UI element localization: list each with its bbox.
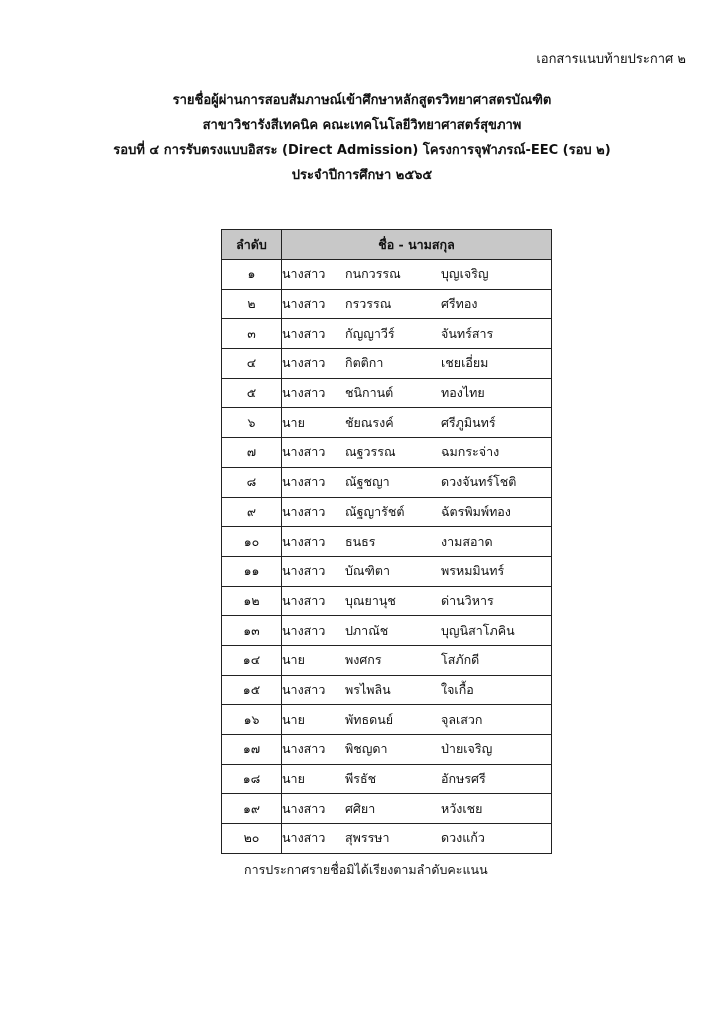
row-number: ๑๒ — [222, 586, 282, 616]
row-number: ๑๔ — [222, 645, 282, 675]
last-name: เชยเอี่ยม — [441, 355, 489, 371]
row-full-name — [282, 527, 552, 557]
table-row — [222, 438, 552, 468]
heading-line-3: รอบที่ ๔ การรับตรงแบบอิสระ (Direct Admission) โครงการจุฬาภรณ์-EEC (รอบ ๒) — [113, 143, 611, 158]
row-full-name — [282, 319, 552, 349]
name-title: นางสาว — [282, 622, 326, 638]
first-name: กนกวรรณ — [345, 266, 401, 282]
row-number: ๑๘ — [222, 764, 282, 794]
row-number: ๑๗ — [222, 735, 282, 765]
first-name: พิชญดา — [345, 741, 388, 757]
table-row — [222, 260, 552, 290]
row-full-name — [282, 586, 552, 616]
table-row — [222, 349, 552, 379]
table-row — [222, 675, 552, 705]
heading-line-4: ประจำปีการศึกษา ๒๕๖๕ — [291, 168, 433, 183]
row-full-name — [282, 735, 552, 765]
last-name: ดวงจันทร์โชติ — [441, 474, 517, 490]
row-number: ๗ — [222, 438, 282, 468]
name-title: นางสาว — [282, 325, 326, 341]
last-name: หวังเชย — [441, 800, 483, 816]
first-name: ศศิยา — [345, 800, 376, 816]
last-name: พรหมมินทร์ — [441, 563, 505, 579]
first-name: ชัยณรงค์ — [345, 414, 394, 430]
name-title: นาย — [282, 652, 305, 668]
first-name: ปภาณัช — [345, 622, 389, 638]
table-row — [222, 735, 552, 765]
row-number: ๑๐ — [222, 527, 282, 557]
name-title: นางสาว — [282, 592, 326, 608]
first-name: พรไพลิน — [345, 681, 391, 697]
last-name: โสภักดี — [441, 652, 480, 668]
table-row — [222, 824, 552, 854]
row-number: ๑๓ — [222, 616, 282, 646]
name-title: นางสาว — [282, 741, 326, 757]
row-full-name — [282, 705, 552, 735]
row-number: ๓ — [222, 319, 282, 349]
row-full-name — [282, 349, 552, 379]
last-name: งามสอาด — [441, 533, 493, 549]
last-name: ใจเกื้อ — [441, 681, 474, 697]
name-title: นางสาว — [282, 681, 326, 697]
first-name: ณัฐญารัชต์ — [345, 503, 405, 519]
row-full-name — [282, 497, 552, 527]
row-full-name — [282, 645, 552, 675]
row-full-name — [282, 289, 552, 319]
row-number: ๙ — [222, 497, 282, 527]
name-title: นางสาว — [282, 266, 326, 282]
row-number: ๔ — [222, 349, 282, 379]
last-name: บุญนิสาโภคิน — [441, 622, 515, 638]
last-name: จันทร์สาร — [441, 325, 494, 341]
table-row — [222, 497, 552, 527]
row-number: ๖ — [222, 408, 282, 438]
name-title: นางสาว — [282, 800, 326, 816]
first-name: ธนธร — [345, 533, 376, 549]
row-full-name — [282, 378, 552, 408]
first-name: บัณฑิตา — [345, 563, 391, 579]
row-full-name — [282, 764, 552, 794]
first-name: พีรธัช — [345, 771, 377, 787]
document-heading — [0, 88, 724, 188]
name-title: นางสาว — [282, 474, 326, 490]
table-row — [222, 764, 552, 794]
table-row — [222, 616, 552, 646]
table-row — [222, 645, 552, 675]
last-name: ฉมกระจ่าง — [441, 444, 500, 460]
row-number: ๑ — [222, 260, 282, 290]
table-row — [222, 319, 552, 349]
first-name: พงศกร — [345, 652, 382, 668]
first-name: บุณยานุช — [345, 592, 396, 608]
table-body — [222, 260, 552, 854]
name-title: นางสาว — [282, 830, 326, 846]
first-name: พัทธดนย์ — [345, 711, 394, 727]
row-number: ๑๖ — [222, 705, 282, 735]
annex-label: เอกสารแนบท้ายประกาศ ๒ — [536, 52, 686, 67]
name-title: นางสาว — [282, 355, 326, 371]
row-full-name — [282, 824, 552, 854]
last-name: ศรีภูมินทร์ — [441, 414, 496, 430]
name-title: นางสาว — [282, 563, 326, 579]
table-row — [222, 527, 552, 557]
row-number: ๑๑ — [222, 556, 282, 586]
table-header-row — [222, 230, 552, 260]
table-row — [222, 705, 552, 735]
header-name: ชื่อ - นามสกุล — [282, 230, 552, 260]
first-name: ณฐวรรณ — [345, 444, 396, 460]
last-name: ศรีทอง — [441, 296, 478, 312]
name-title: นาย — [282, 771, 305, 787]
row-full-name — [282, 408, 552, 438]
row-full-name — [282, 616, 552, 646]
table-row — [222, 586, 552, 616]
first-name: ณัฐชญา — [345, 474, 390, 490]
last-name: จุลเสวก — [441, 711, 483, 727]
table-row — [222, 794, 552, 824]
row-number: ๑๙ — [222, 794, 282, 824]
last-name: ดวงแก้ว — [441, 830, 485, 846]
name-title: นางสาว — [282, 385, 326, 401]
name-title: นางสาว — [282, 296, 326, 312]
row-number: ๘ — [222, 467, 282, 497]
footnote: การประกาศรายชื่อมิได้เรียงตามลำดับคะแนน — [244, 862, 488, 877]
first-name: กิตติกา — [345, 355, 384, 371]
table-row — [222, 556, 552, 586]
table-row — [222, 289, 552, 319]
table-row — [222, 467, 552, 497]
last-name: ทองไทย — [441, 385, 485, 401]
row-full-name — [282, 556, 552, 586]
first-name: กัญญาวีร์ — [345, 325, 395, 341]
row-number: ๑๕ — [222, 675, 282, 705]
row-full-name — [282, 675, 552, 705]
name-title: นางสาว — [282, 503, 326, 519]
last-name: อักษรศรี — [441, 771, 486, 787]
row-full-name — [282, 467, 552, 497]
name-title: นางสาว — [282, 533, 326, 549]
heading-line-2: สาขาวิชารังสีเทคนิค คณะเทคโนโลยีวิทยาศาสตร์สุขภาพ — [202, 118, 522, 133]
header-no: ลำดับ — [222, 230, 282, 260]
applicant-table — [221, 229, 552, 854]
last-name: ป่ายเจริญ — [441, 741, 493, 757]
last-name: บุญเจริญ — [441, 266, 489, 282]
name-title: นาย — [282, 414, 305, 430]
table-row — [222, 408, 552, 438]
first-name: ชนิกานต์ — [345, 385, 394, 401]
name-title: นาย — [282, 711, 305, 727]
first-name: สุพรรษา — [345, 830, 390, 846]
row-full-name — [282, 260, 552, 290]
row-number: ๕ — [222, 378, 282, 408]
row-full-name — [282, 794, 552, 824]
heading-line-1: รายชื่อผู้ผ่านการสอบสัมภาษณ์เข้าศึกษาหลักสูตรวิทยาศาสตรบัณฑิต — [172, 93, 552, 108]
row-number: ๒๐ — [222, 824, 282, 854]
table-row — [222, 378, 552, 408]
row-full-name — [282, 438, 552, 468]
last-name: ฉัตรพิมพ์ทอง — [441, 503, 511, 519]
row-number: ๒ — [222, 289, 282, 319]
first-name: กรวรรณ — [345, 296, 392, 312]
last-name: ด่านวิหาร — [441, 592, 494, 608]
name-title: นางสาว — [282, 444, 326, 460]
